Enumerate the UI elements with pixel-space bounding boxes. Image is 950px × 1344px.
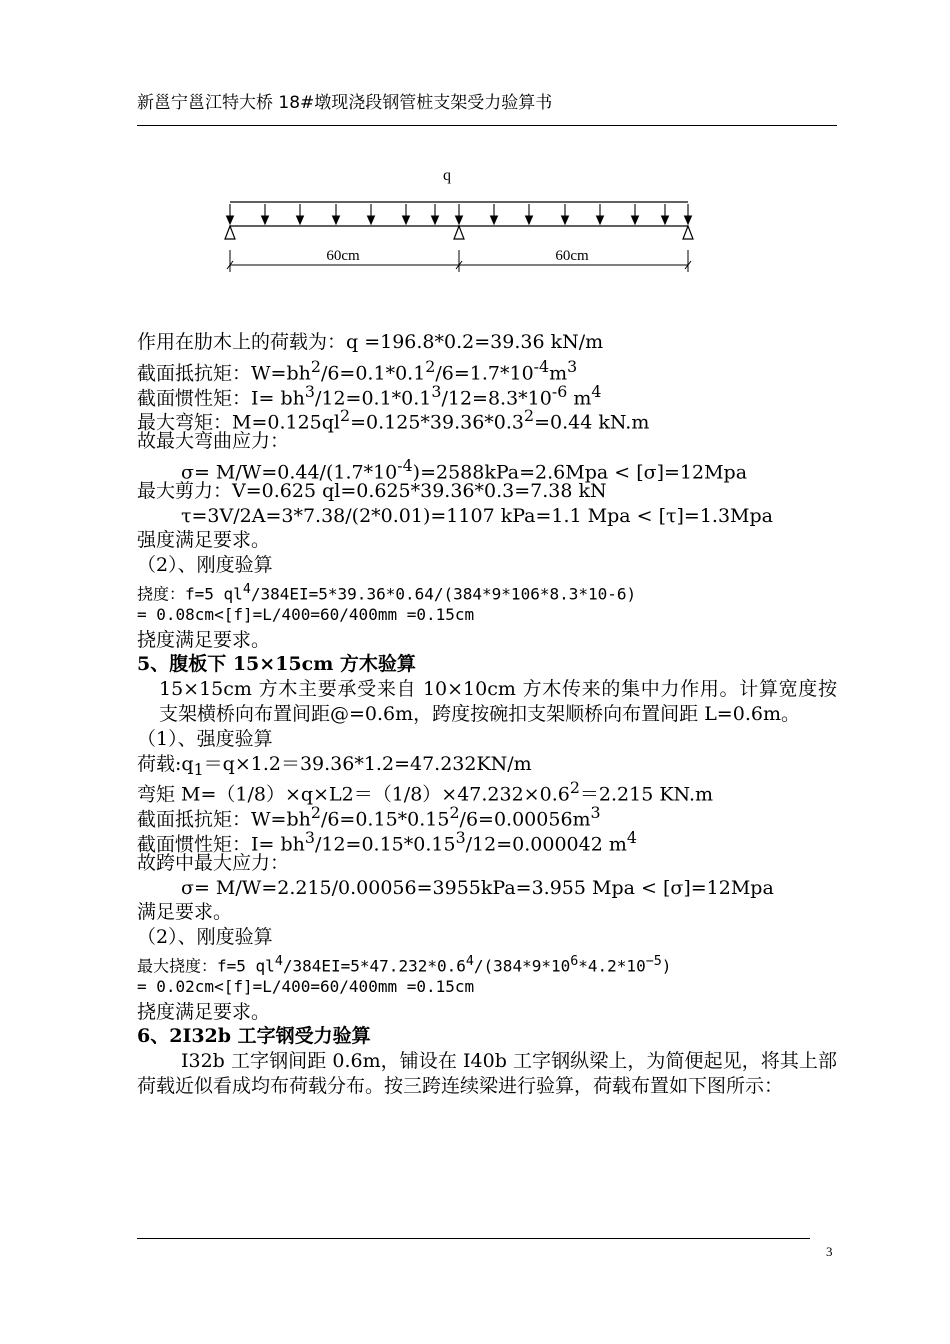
text-line: 作用在肋木上的荷载为：q =196.8*0.2=39.36 kN/m [137, 331, 604, 353]
load-arrow-head [262, 216, 269, 224]
load-arrow-head [662, 216, 669, 224]
text-line: 截面抵抗矩：$W=bh^2/6=0.1*0.1^2/6=1.7*10^{-4}m^3$ [137, 356, 578, 385]
load-arrow-head [456, 216, 463, 224]
load-label: q [443, 167, 451, 184]
load-arrow-head [368, 216, 375, 224]
span-label-2: 60cm [555, 248, 589, 264]
text-line: $\sigma= M/W=0.44/(1.7*10^{-4})=2588kPa=2.6Mpa < [\sigma]=12Mpa$ [181, 455, 748, 484]
text-line: 最大弯矩：$M=0.125ql^2=0.125*39.36*0.3^2=0.44$ kN.m [137, 406, 650, 434]
header-rule [137, 125, 837, 126]
load-arrow-head [597, 216, 604, 224]
text-line: 截面抵抗矩：$W=bh^2/6=0.15*0.15^2/6=0.00056m^3$ [137, 803, 601, 831]
footer-rule [137, 1238, 810, 1239]
span-label-1: 60cm [326, 248, 360, 264]
text-line: （2）、刚度验算 [137, 554, 273, 577]
text-line: 强度满足要求。 [137, 529, 271, 552]
support-middle [454, 226, 464, 239]
text-line: 故跨中最大应力： [137, 851, 290, 874]
text-line: 挠度：f=5 $ql^4/384EI=5*39.36*0.64/(384*9*106*8.3*10-6)$ [137, 581, 637, 604]
beam-load-diagram [215, 160, 715, 280]
load-arrow-head [632, 216, 639, 224]
load-arrow-head [403, 216, 410, 224]
text-line: 荷载$:q_1=q\times 1.2=39.36*1.2=47.232KN/m$ [137, 752, 532, 779]
load-arrow-head [227, 216, 234, 224]
text-line: σ= M/W=2.215/0.00056=3955kPa=3.955 Mpa < [σ]=12Mpa [181, 876, 774, 899]
text-line: 挠度满足要求。 [137, 1000, 271, 1023]
text-line: 截面惯性矩：$I= bh^3/12=0.1*0.1^3/12=8.3*10^{-6}$ $m^4$ [137, 381, 602, 409]
page-header: 新邕宁邕江特大桥 18#墩现浇段钢管桩支架受力验算书 [137, 93, 553, 113]
paragraph: 15×15cm 方木主要承受来自 10×10cm 方木传来的集中力作用。计算宽度按支架横桥向布置间距@=0.6m，跨度按碗扣支架顺桥向布置间距 L=0.6m。 [159, 678, 837, 725]
load-arrow-head [491, 216, 498, 224]
paragraph: I32b 工字钢间距 0.6m，铺设在 I40b 工字钢纵梁上，为简便起见，将其上部荷载近似看成均布荷载分布。按三跨连续梁进行验算，荷载布置如下图所示： [137, 1050, 837, 1097]
text-line: τ=3V/2A=3*7.38/(2*0.01)=1107 kPa=1.1 Mpa < [τ]=1.3Mpa [181, 504, 774, 527]
text-line: （2）、刚度验算 [137, 926, 273, 949]
load-arrow-head [526, 216, 533, 224]
text-line: 弯矩 $M=(1/8)\times q\times L2=(1/8)\times 47.232\times 0.6^2=2.215$ KN.m [137, 778, 713, 806]
text-line: 满足要求。 [137, 901, 233, 924]
text-line: 最大挠度：f=5 $ql^4/384EI=5*47.232*0.6^4/(384*9*10^6*4.2*10^{-5})$ [137, 953, 672, 976]
support-left [225, 226, 235, 239]
body-text [137, 330, 837, 1099]
section-heading: 6、2I32b 工字钢受力验算 [137, 1025, 371, 1048]
load-arrow-head [333, 216, 340, 224]
load-arrow-head [297, 216, 304, 224]
text-line: 挠度满足要求。 [137, 628, 271, 651]
load-arrow-head [432, 216, 439, 224]
text-line: 截面惯性矩：$I= bh^3/12=0.15*0.15^3/12=0.000042$ $m^4$ [137, 827, 637, 856]
text-line: 故最大弯曲应力： [137, 430, 290, 453]
support-right [683, 226, 693, 239]
page-number: 3 [826, 1244, 833, 1259]
text-line: 最大剪力：V=0.625 ql=0.625*39.36*0.3=7.38 kN [137, 479, 607, 502]
load-arrow-head [562, 216, 569, 224]
load-arrow-head [685, 216, 692, 224]
text-line: （1）、强度验算 [137, 727, 273, 750]
text-line: = 0.08cm<[f]=L/400=60/400mm =0.15cm [137, 604, 475, 624]
text-line: = 0.02cm<[f]=L/400=60/400mm =0.15cm [137, 976, 475, 996]
load-arrows [227, 204, 692, 224]
section-heading: 5、腹板下 15×15cm 方木验算 [137, 653, 416, 676]
